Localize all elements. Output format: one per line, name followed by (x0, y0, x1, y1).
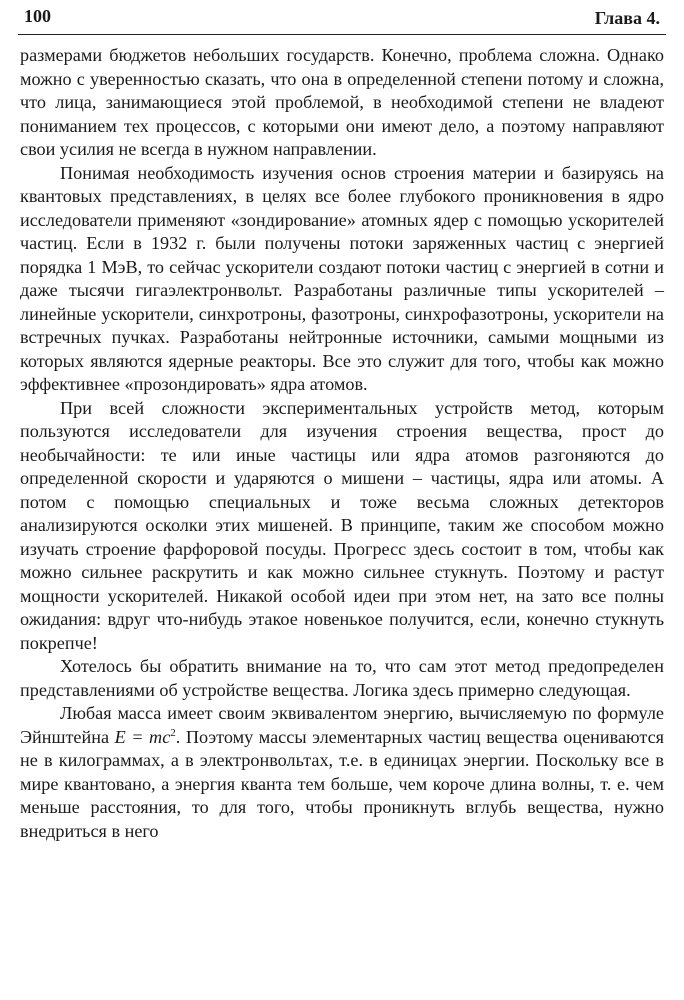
page-header (18, 4, 666, 35)
paragraph-3: При всей сложности экспериментальных устройств метод, которым пользуются исследователи для изучения строения вещества, прост до необычайности: те или иные частицы или ядра атомов разгоняются до определенной скорости и ударяются о мишени – частицы, ядра или атомы. А потом с помощью специальных и тоже весьма сложных детекторов анализируются осколки этих мишеней. В принципе, таким же способом можно изучать строение фарфоровой посуды. Прогресс здесь состоит в том, чтобы как можно сильнее раскрутить и как можно сильнее стукнуть. Поэтому и растут мощности ускорителей. Никакой особой идеи при этом нет, на зато все полны ожидания: вдруг что-нибудь этакое новенькое получится, если, конечно стукнуть покрепче! (20, 397, 664, 653)
einstein-formula: E = mc (114, 726, 171, 747)
paragraph-4: Хотелось бы обратить внимание на то, что сам этот метод предопределен представлениями об устройстве вещества. Логика здесь примерно следующая. (20, 656, 664, 700)
paragraph-5-text-before: Любая масса имеет своим эквивалентом энергию, вычисляемую по формуле Эйнштейна (20, 703, 664, 747)
body-text (20, 44, 664, 843)
paragraph-2: Понимая необходимость изучения основ строения материи и базируясь на квантовых представлениях, в целях все более глубокого проникновения в ядро исследователи применяют «зондирование» атомных ядер с помощью ускорителей частиц. Если в 1932 г. были получены потоки заряженных частиц с энергией порядка 1 МэВ, то сейчас ускорители создают потоки частиц с энергией в сотни и даже тысячи гигаэлектронвольт. Разработаны различные типы ускорителей – линейные ускорители, синхротроны, фазотроны, синхрофазотроны, ускорители на встречных пучках. Разработаны нейтронные источники, самыми мощными из которых являются ядерные реакторы. Все это служит для того, чтобы как можно эффективнее «прозондировать» ядра атомов. (20, 162, 664, 394)
paragraph-5 (20, 702, 664, 843)
formula-exponent: 2 (170, 726, 176, 739)
paragraph-5-text-after: . Поэтому массы элементарных частиц вещества оцениваются не в килограммах, а в электронвольтах, т.е. в единицах энергии. Поскольку все в мире квантовано, а энергия кванта тем больше, чем короче длина волны, т. е. чем меньше расстояния, то для того, чтобы проникнуть вглубь вещества, нужно внедриться в него (20, 726, 665, 841)
page-number: 100 (24, 6, 51, 26)
paragraph-1: размерами бюджетов небольших государств. Конечно, проблема сложна. Однако можно с уверенностью сказать, что она в определенной степени потому и сложна, что лица, занимающиеся этой проблемой, в необходимой степени не владеют пониманием тех процессов, с которыми они имеют дело, а поэтому направляют свои усилия не всегда в нужном направлении. (20, 45, 664, 159)
chapter-title: Глава 4. (594, 8, 660, 28)
